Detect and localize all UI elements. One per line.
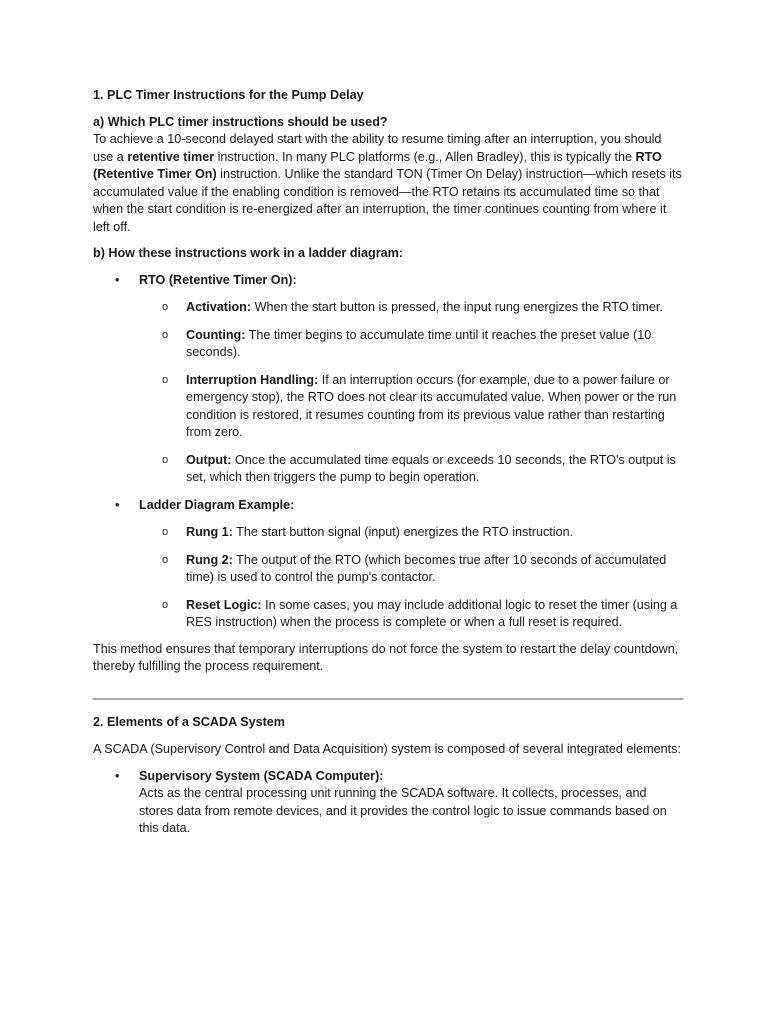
circle-bullet-icon: o	[162, 373, 169, 386]
circle-bullet-icon: o	[162, 328, 169, 341]
list-item-rto	[93, 272, 683, 487]
list-item: o Rung 2: The output of the RTO (which becomes true after 10 seconds of accumulated time) is used to control the pump's contactor.	[162, 552, 667, 584]
question-a-answer: To achieve a 10-second delayed start with the ability to resume timing after an interruption, you should use a retentive timer instruction. In many PLC platforms (e.g., Allen Bradley), this is typically the RTO (Retentive Timer On) instruction. Unlike the standard TON (Timer On Delay) instruction—which resets its accumulated value if the enabling condition is removed—the RTO retains its accumulated time so that when the start condition is re-energized after an interruption, the timer continues counting from where it left off.	[93, 132, 682, 234]
list-item-ladder-example	[93, 497, 683, 632]
ladder-sublist	[139, 524, 683, 632]
question-b-heading: b) How these instructions work in a ladder diagram:	[93, 246, 403, 260]
section-divider	[93, 698, 683, 700]
closing-paragraph: This method ensures that temporary interruptions do not force the system to restart the delay countdown, thereby fulfilling the process requirement.	[93, 641, 679, 673]
list-item: o Reset Logic: In some cases, you may include additional logic to reset the timer (using a RES instruction) when the process is complete or when a full reset is required.	[162, 597, 678, 629]
list-item-supervisory-system	[93, 768, 683, 838]
bullet-icon: •	[115, 497, 120, 512]
retentive-timer-term: retentive timer	[127, 149, 215, 164]
list-item: o Counting: The timer begins to accumulate time until it reaches the preset value (10 seconds).	[162, 327, 652, 359]
section1-title: 1. PLC Timer Instructions for the Pump Delay	[93, 88, 364, 102]
list-item: o Activation: When the start button is pressed, the input rung energizes the RTO timer.	[139, 299, 683, 317]
rto-label: RTO (Retentive Timer On):	[139, 272, 297, 287]
circle-bullet-icon: o	[162, 553, 169, 566]
rto-sublist	[139, 299, 683, 487]
document-content	[93, 87, 683, 847]
bullet-icon: •	[115, 272, 120, 287]
ladder-explanation-list	[93, 272, 683, 632]
scada-intro: A SCADA (Supervisory Control and Data Acquisition) system is composed of several integrated elements:	[93, 742, 681, 756]
ladder-example-label: Ladder Diagram Example:	[139, 497, 295, 512]
list-item: o Interruption Handling: If an interruption occurs (for example, due to a power failure or emergency stop), the RTO does not clear its accumulated value. When power or the run condition is restored, it resumes counting from its previous value rather than restarting from zero.	[162, 372, 677, 439]
question-a-heading: a) Which PLC timer instructions should be used?	[93, 114, 388, 129]
supervisory-system-label: Supervisory System (SCADA Computer):	[139, 768, 384, 783]
circle-bullet-icon: o	[162, 598, 169, 611]
circle-bullet-icon: o	[162, 301, 169, 313]
circle-bullet-icon: o	[162, 453, 169, 466]
bullet-icon: •	[115, 768, 120, 783]
rto-term: RTO (Retentive Timer On)	[93, 149, 662, 181]
supervisory-system-text: Acts as the central processing unit running the SCADA software. It collects, processes, and stores data from remote devices, and it provides the control logic to issue commands based on this data.	[139, 786, 667, 835]
scada-elements-list	[93, 768, 683, 838]
list-item: o Rung 1: The start button signal (input) energizes the RTO instruction.	[139, 524, 683, 542]
section2-title: 2. Elements of a SCADA System	[93, 714, 285, 729]
circle-bullet-icon: o	[162, 526, 169, 538]
list-item: o Output: Once the accumulated time equals or exceeds 10 seconds, the RTO's output is set, which then triggers the pump to begin operation.	[162, 452, 676, 484]
